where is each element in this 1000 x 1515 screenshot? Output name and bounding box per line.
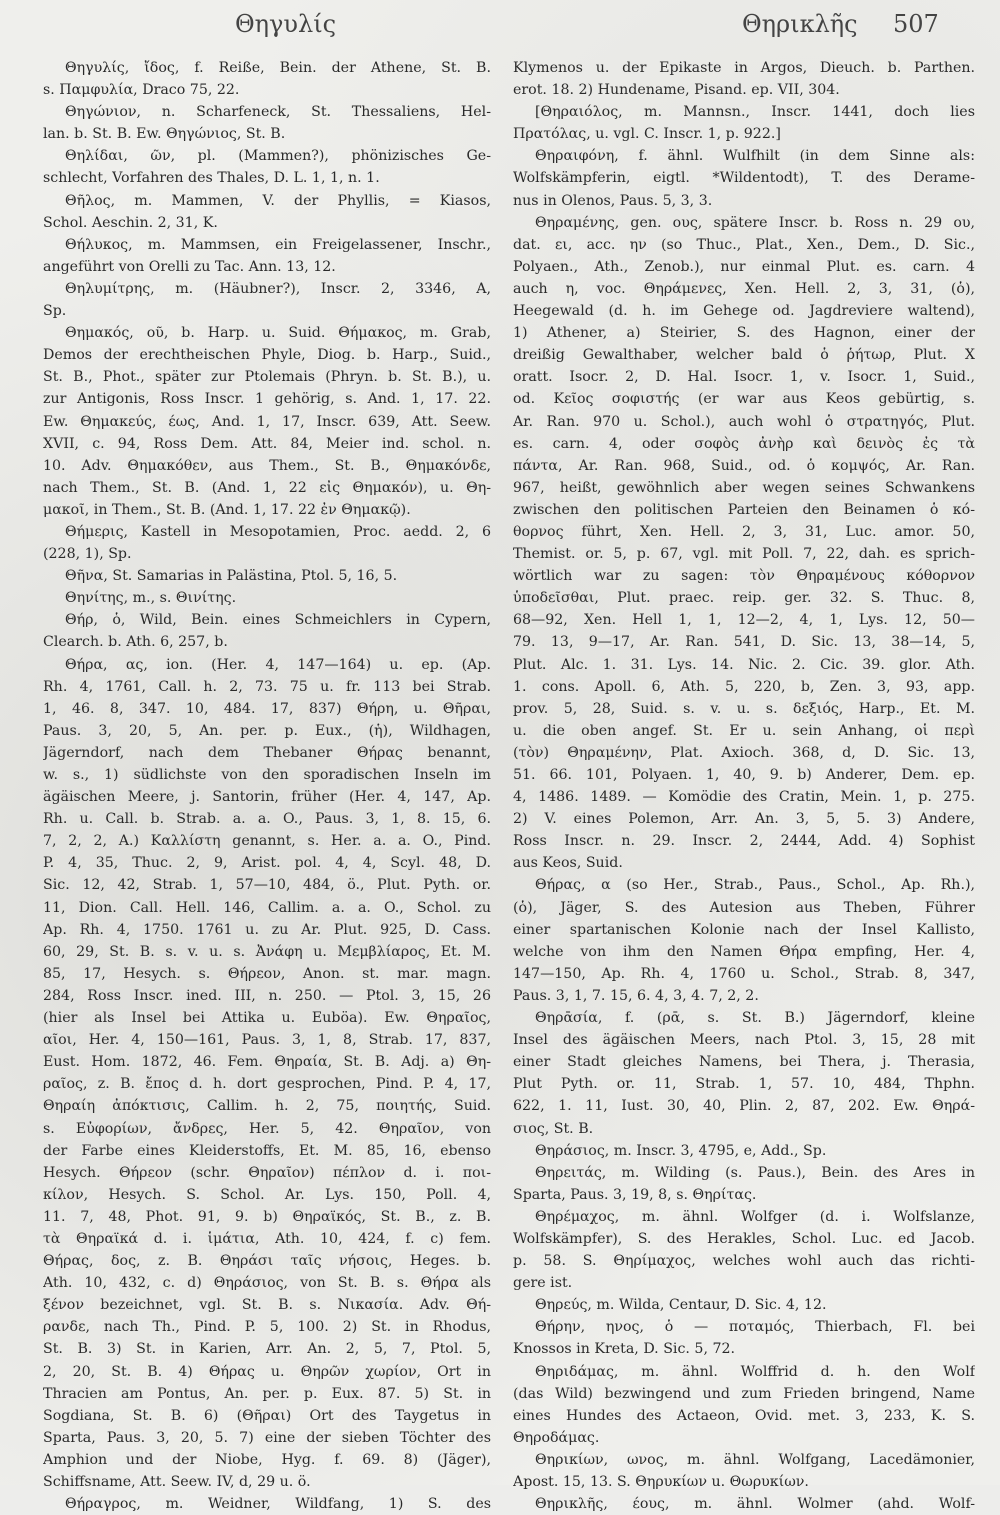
text-line: κίλον, Hesych. S. Schol. Ar. Lys. 150, Poll. 4, bbox=[43, 1186, 491, 1203]
entry-start-line: Θηρειτάς, m. Wilding (s. Paus.), Bein. des Ares in bbox=[535, 1164, 975, 1181]
text-line: 1, 46. 8, 347. 10, 484. 17, 837) Θήρη, u. Θῆραι, bbox=[43, 700, 491, 717]
text-line: ὑποδεῖσθαι, Plut. praec. reip. ger. 32. S. Thuc. 8, bbox=[513, 590, 975, 607]
text-line: Heegewald (d. h. im Gehege od. Jagdreviere waltend), bbox=[513, 303, 975, 320]
text-line: aus Keos, Suid. bbox=[513, 855, 623, 872]
text-line: nus in Olenos, Paus. 5, 3, 3. bbox=[513, 192, 713, 209]
text-line: τὰ Θηραϊκά d. i. ἱμάτια, Ath. 10, 424, f. c) fem. bbox=[43, 1230, 491, 1247]
text-line: ξένον bezeichnet, vgl. St. B. s. Νικασία. Adv. Θή- bbox=[43, 1297, 491, 1314]
text-line: (228, 1), Sp. bbox=[43, 546, 132, 563]
entry-start-line: Θηγυλίς, ἴδος, f. Reiße, Bein. der Athene, St. B. bbox=[65, 60, 491, 76]
entry-start-line: Θηλίδαι, ῶν, pl. (Mammen?), phönizisches Ge- bbox=[65, 148, 491, 165]
text-line: w. s., 1) südlichste von den sporadischen Inseln im bbox=[43, 767, 491, 783]
text-line: Sogdiana, St. B. 6) (Θῆραι) Ort des Taygetus in bbox=[43, 1407, 491, 1424]
text-line: St. B. 3) St. in Karien, Arr. An. 2, 5, 7, Ptol. 5, bbox=[43, 1341, 491, 1358]
text-line: 11, Dion. Call. Hell. 146, Callim. a. a. O., Schol. zu bbox=[43, 899, 491, 916]
text-line: erot. 18. 2) Hundename, Pisand. ep. VII, 304. bbox=[513, 82, 840, 99]
text-line: 622, 1. 11, Iust. 30, 40, Plin. 2, 87, 202. Ew. Θηρά- bbox=[513, 1098, 975, 1115]
text-line: 284, Ross Inscr. ined. III, n. 250. — Ptol. 3, 15, 26 bbox=[43, 987, 491, 1004]
text-line: Themist. or. 5, p. 67, vgl. mit Poll. 7, 22, dah. es sprich- bbox=[513, 546, 975, 563]
text-line: gere ist. bbox=[513, 1275, 573, 1292]
left-column bbox=[43, 57, 491, 1515]
text-line: Eust. Hom. 1872, 46. Fem. Θηραία, St. B. Adj. a) Θη- bbox=[43, 1054, 491, 1071]
entry-start-line: Θηρικίων, ωνος, m. ähnl. Wolfgang, Lacedämonier, bbox=[535, 1451, 975, 1468]
text-line: ägäischen Meere, j. Santorin, früher (Her. 4, 147, Ap. bbox=[43, 789, 491, 806]
text-line: nach Them., St. B. (And. 1, 22 εἰς Θημακόν), u. Θη- bbox=[43, 479, 491, 496]
text-line: Thracien am Pontus, An. per. p. Eux. 87. 5) St. in bbox=[43, 1385, 491, 1402]
text-line: einer Stadt gleiches Namens, bei Thera, j. Therasia, bbox=[513, 1054, 975, 1071]
text-line: Klymenos u. der Epikaste in Argos, Dieuch. b. Parthen. bbox=[513, 60, 975, 76]
text-line: 1) Athener, a) Steirier, S. des Hagnon, einer der bbox=[513, 325, 975, 342]
text-line: μακοῖ, in Them., St. B. (And. 1, 17. 22 ἐν Θημακῷ). bbox=[43, 501, 411, 518]
text-line: Πρατόλας, u. vgl. C. Inscr. 1, p. 922.] bbox=[513, 126, 781, 143]
text-line: (das Wild) bezwingend und zum Frieden bringend, Name bbox=[513, 1385, 975, 1402]
entry-start-line: Θηρέμαχος, m. ähnl. Wolfger (d. i. Wolfslanze, bbox=[535, 1208, 975, 1225]
text-line: Insel des ägäischen Meers, nach Ptol. 3, 15, 28 mit bbox=[513, 1032, 975, 1049]
text-line: der Farbe eines Kleiderstoffs, Et. M. 85, 16, ebenso bbox=[43, 1142, 491, 1159]
right-running-headword: Θηρικλῆς bbox=[742, 10, 858, 38]
text-line: Schol. Aeschin. 2, 31, K. bbox=[43, 214, 218, 231]
text-line: Ar. Ran. 970 u. Schol.), auch wohl ὁ στρατηγός, Plut. bbox=[513, 413, 975, 430]
text-line: σιος, St. B. bbox=[513, 1120, 594, 1137]
text-line: P. 4, 35, Thuc. 2, 9, Arist. pol. 4, 4, Scyl. 48, D. bbox=[43, 855, 491, 872]
text-line: lan. b. St. B. Ew. Θηγώνιος, St. B. bbox=[43, 126, 286, 143]
text-line: Rh. u. Call. b. Strab. a. a. O., Paus. 3, 1, 8. 15, 6. bbox=[43, 811, 491, 828]
text-line: 1. cons. Apoll. 6, Ath. 5, 220, b, Zen. 3, 93, app. bbox=[513, 678, 975, 695]
text-line: πάντα, Ar. Ran. 968, Suid., od. ὁ κομψός, Ar. Ran. bbox=[513, 457, 975, 474]
text-line: 60, 29, St. B. s. v. u. s. Ἀνάφη u. Μεμβλίαρος, Et. M. bbox=[43, 943, 491, 960]
text-line: (ὁ), Jäger, S. des Autesion aus Theben, Führer bbox=[513, 899, 975, 916]
text-line: αῖοι, Her. 4, 150—161, Paus. 3, 1, 8, Strab. 17, 837, bbox=[43, 1032, 491, 1049]
text-line: 68—92, Xen. Hell 1, 1, 12—2, 4, 1, Lys. 12, 50— bbox=[513, 612, 975, 629]
text-line: Jägerndorf, nach dem Thebaner Θήρας benannt, bbox=[43, 744, 491, 761]
text-line: prov. 5, 28, Suid. s. v. u. s. δεξιός, Harp., Et. M. bbox=[513, 700, 975, 717]
text-line: Amphion und der Niobe, Hyg. f. 69. 8) (Jäger), bbox=[43, 1451, 491, 1468]
text-line: Plut. Alc. 1. 31. Lys. 14. Nic. 2. Cic. 39. glor. Ath. bbox=[513, 656, 975, 673]
text-line: 7, 2, 2, A.) Καλλίστη genannt, s. Her. a. a. O., Pind. bbox=[43, 833, 491, 850]
text-line: Wolfskämpfer), S. des Herakles, Schol. Luc. ed Jacob. bbox=[513, 1230, 975, 1247]
text-line: einer spartanischen Kolonie nach der Insel Kallisto, bbox=[513, 921, 975, 938]
text-line: ραῖος, z. B. ἔπος d. h. dort gesprochen, Pind. P. 4, 17, bbox=[43, 1076, 491, 1093]
text-line: es. carn. 4, oder σοφὸς ἀνὴρ καὶ δεινὸς ἐς τὰ bbox=[513, 435, 975, 452]
text-line: XVII, c. 94, Ross Dem. Att. 84, Meier ind. schol. n. bbox=[43, 435, 491, 452]
text-line: ρανδε, nach Th., Pind. P. 5, 100. 2) St. in Rhodus, bbox=[43, 1319, 491, 1336]
text-line: Θηραίη ἀπόκτισις, Callim. h. 2, 75, ποιητής, Suid. bbox=[43, 1098, 491, 1115]
text-line: Wolfskämpferin, eigtl. *Wildentodt), T. des Derame- bbox=[513, 170, 975, 187]
entry-start-line: Θηριδάμας, m. ähnl. Wolffrid d. h. den Wolf bbox=[535, 1363, 975, 1380]
text-line: 11. 7, 48, Phot. 91, 9. b) Θηραϊκός, St. B., z. B. bbox=[43, 1208, 491, 1225]
entry-start-line: Θηρᾱσία, f. (ρᾱ, s. St. B.) Jägerndorf, kleine bbox=[535, 1010, 975, 1027]
entry-start-line: Θήραγρος, m. Weidner, Wildfang, 1) S. des bbox=[65, 1496, 491, 1513]
text-line: Demos der erechtheischen Phyle, Diog. b. Harp., Suid., bbox=[43, 347, 491, 364]
text-line: s. Εὐφορίων, ἄνδρες, Her. 5, 42. Θηραῖον, von bbox=[43, 1120, 491, 1137]
text-line: auch η, voc. Θηράμενες, Xen. Hell. 2, 3, 31, (ὁ), bbox=[513, 280, 975, 297]
text-line: dreißig Gewalthaber, welcher bald ὁ ῥήτωρ, Plut. X bbox=[513, 347, 975, 364]
left-running-headword: Θηγυλίς bbox=[235, 10, 337, 38]
text-line: dat. ει, acc. ην (so Thuc., Plat., Xen., Dem., D. Sic., bbox=[513, 236, 975, 253]
text-line: θορνος führt, Xen. Hell. 2, 3, 31, Luc. amor. 50, bbox=[513, 523, 975, 540]
text-line: 4, 1486. 1489. — Komödie des Cratin, Mein. 1, p. 275. bbox=[513, 789, 975, 806]
text-line: (hier als Insel bei Attika u. Euböa). Ew. Θηραῖος, bbox=[43, 1010, 491, 1027]
text-line: angeführt von Orelli zu Tac. Ann. 13, 12. bbox=[43, 258, 336, 275]
entry-start-line: Θηράσιος, m. Inscr. 3, 4795, e, Add., Sp. bbox=[535, 1142, 827, 1159]
entry-start-line: Θημακός, οῦ, b. Harp. u. Suid. Θήμακος, m. Grab, bbox=[65, 325, 491, 342]
text-line: welche von ihm den Namen Θήρα empfing, Her. 4, bbox=[513, 943, 975, 960]
text-line: 2, 20, St. B. 4) Θήρας u. Θηρῶν χωρίον, Ort in bbox=[43, 1363, 491, 1380]
entry-start-line: Θήρην, ηνος, ὁ — ποταμός, Thierbach, Fl. bei bbox=[535, 1319, 975, 1336]
text-line: Apost. 15, 13. S. Θηρυκίων u. Θωρυκίων. bbox=[513, 1474, 809, 1490]
text-line: eines Hundes des Actaeon, Ovid. met. 3, 233, K. S. bbox=[513, 1407, 975, 1424]
text-line: (τὸν) Θηραμένην, Plat. Axioch. 368, d, D. Sic. 13, bbox=[513, 744, 975, 761]
text-line: Schiffsname, Att. Seew. IV, d, 29 u. ö. bbox=[43, 1474, 311, 1490]
text-line: p. 58. S. Θηρίμαχος, welches wohl auch das richti- bbox=[513, 1253, 975, 1270]
entry-start-line: Θηρεύς, m. Wilda, Centaur, D. Sic. 4, 12. bbox=[535, 1297, 827, 1314]
text-line: wörtlich war zu sagen: τὸν Θηραμένους κόθορνον bbox=[513, 568, 975, 585]
text-line: 85, 17, Hesych. s. Θήρεον, Anon. st. mar. magn. bbox=[43, 965, 491, 982]
text-line: Ew. Θημακεύς, έως, And. 1, 17, Inscr. 639, Att. Seew. bbox=[43, 413, 491, 430]
text-line: 967, heißt, gewöhnlich aber wegen seines Schwankens bbox=[513, 479, 975, 496]
page-header bbox=[0, 8, 1000, 48]
text-line: Θηροδάμας. bbox=[513, 1429, 600, 1446]
entry-start-line: Θηραιφόνη, f. ähnl. Wulfhilt (in dem Sinne als: bbox=[535, 148, 975, 165]
text-line: Paus. 3, 20, 5, An. per. p. Eux., (ἡ), Wildhagen, bbox=[43, 722, 491, 739]
text-line: Sic. 12, 42, Strab. 1, 57—10, 484, ö., Plut. Pyth. or. bbox=[43, 877, 491, 894]
text-line: Knossos in Kreta, D. Sic. 5, 72. bbox=[513, 1341, 736, 1358]
text-line: zur Antigonis, Ross Inscr. 1 gehörig, s. And. 1, 17. 22. bbox=[43, 391, 491, 408]
text-line: Rh. 4, 1761, Call. h. 2, 73. 75 u. fr. 113 bei Strab. bbox=[43, 678, 491, 695]
entry-start-line: Θήρας, α (so Her., Strab., Paus., Schol., Ap. Rh.), bbox=[535, 877, 975, 894]
page-number: 507 bbox=[893, 10, 939, 38]
text-line: Θήρας, δος, z. B. Θηράσι ταῖς νήσοις, Heges. b. bbox=[43, 1253, 491, 1270]
right-column bbox=[513, 57, 975, 1515]
text-line: u. die oben angef. St. Er u. sein Anhang, οἱ περὶ bbox=[513, 722, 975, 739]
text-line: Sparta, Paus. 3, 20, 5. 7) eine der sieben Töchter des bbox=[43, 1429, 491, 1446]
entry-start-line: [Θηραιόλος, m. Mannsn., Inscr. 1441, doch lies bbox=[535, 104, 975, 121]
text-line: Ap. Rh. 4, 1750. 1761 u. zu Ar. Plut. 925, D. Cass. bbox=[43, 921, 491, 938]
entry-start-line: Θηραμένης, gen. ους, spätere Inscr. b. Ross n. 29 ου, bbox=[535, 214, 975, 231]
text-line: 147—150, Ap. Rh. 4, 1760 u. Schol., Strab. 8, 347, bbox=[513, 965, 975, 982]
text-line: 79. 13, 9—17, Ar. Ran. 541, D. Sic. 13, 38—14, 5, bbox=[513, 634, 975, 651]
entry-start-line: Θηγώνιον, n. Scharfeneck, St. Thessaliens, Hel- bbox=[65, 104, 491, 121]
text-line: Paus. 3, 1, 7. 15, 6. 4, 3, 4. 7, 2, 2. bbox=[513, 987, 759, 1004]
text-line: Sp. bbox=[43, 303, 67, 320]
text-line: Polyaen., Ath., Zenob.), nur einmal Plut. es. carn. 4 bbox=[513, 258, 975, 275]
text-line: Clearch. b. Ath. 6, 257, b. bbox=[43, 634, 228, 651]
entry-start-line: Θήρα, ας, ion. (Her. 4, 147—164) u. ep. (Ap. bbox=[65, 656, 491, 673]
text-line: s. Παμφυλία, Draco 75, 22. bbox=[43, 82, 240, 99]
text-line: Sparta, Paus. 3, 19, 8, s. Θηρίτας. bbox=[513, 1186, 757, 1203]
text-line: 10. Adv. Θημακόθεν, aus Them., St. B., Θημακόνδε, bbox=[43, 457, 491, 474]
entry-start-line: Θήρ, ὁ, Wild, Bein. eines Schmeichlers in Cypern, bbox=[65, 612, 491, 629]
entry-start-line: Θῆλος, m. Mammen, V. der Phyllis, = Kiasos, bbox=[65, 192, 491, 209]
entry-start-line: Θηνίτης, m., s. Θινίτης. bbox=[65, 590, 237, 607]
text-line: od. Κεῖος σοφιστής (er war aus Keos gebürtig, s. bbox=[513, 391, 975, 408]
text-line: 2) V. eines Polemon, Arr. An. 3, 5, 5. 3) Andere, bbox=[513, 811, 975, 828]
text-line: Hesych. Θήρεον (schr. Θηραῖον) πέπλον d. i. ποι- bbox=[43, 1164, 491, 1181]
entry-start-line: Θηρικλῆς, έους, m. ähnl. Wolmer (ahd. Wolf- bbox=[535, 1496, 975, 1513]
entry-start-line: Θήλυκος, m. Mammsen, ein Freigelassener, Inschr., bbox=[65, 236, 491, 253]
text-line: oratt. Isocr. 2, D. Hal. Isocr. 1, v. Isocr. 1, Suid., bbox=[513, 369, 975, 386]
text-line: St. B., Phot., später zur Ptolemais (Phryn. b. St. B.), u. bbox=[43, 369, 491, 386]
entry-start-line: Θῆνα, St. Samarias in Palästina, Ptol. 5, 16, 5. bbox=[65, 568, 398, 585]
text-line: schlecht, Vorfahren des Thales, D. L. 1, 1, n. 1. bbox=[43, 170, 380, 187]
entry-start-line: Θήμερις, Kastell in Mesopotamien, Proc. aedd. 2, 6 bbox=[65, 523, 491, 540]
text-line: Ath. 10, 432, c. d) Θηράσιος, von St. B. s. Θήρα als bbox=[43, 1275, 491, 1292]
text-line: zwischen den politischen Parteien den Beinamen ὁ κό- bbox=[513, 501, 975, 518]
entry-start-line: Θηλυμίτρης, m. (Häubner?), Inscr. 2, 3346, A, bbox=[65, 280, 491, 297]
text-line: Plut Pyth. or. 11, Strab. 1, 57. 10, 484, Thphn. bbox=[513, 1076, 975, 1093]
text-line: 51. 66. 101, Polyaen. 1, 40, 9. b) Anderer, Dem. ep. bbox=[513, 767, 975, 783]
text-line: Ross Inscr. n. 29. Inscr. 2, 2444, Add. 4) Sophist bbox=[513, 833, 975, 850]
